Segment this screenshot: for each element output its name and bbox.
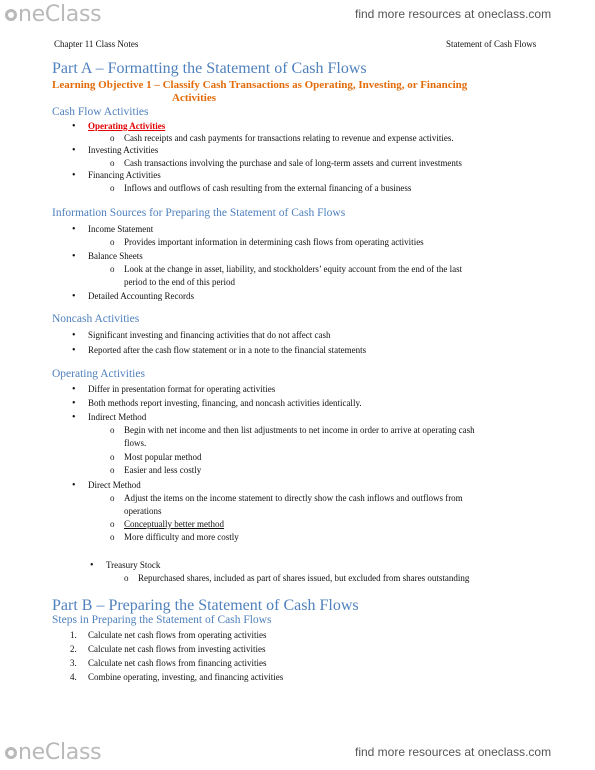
objective-line-2: Activities xyxy=(172,92,216,104)
list-item: • Direct Method xyxy=(88,479,141,492)
list-item: o Look at the change in asset, liability, and stockholders’ equity account from the end of the last xyxy=(124,263,462,276)
logo-ring-icon xyxy=(5,747,17,759)
list-item: • Differ in presentation format for operating activities xyxy=(88,383,275,396)
oneclass-logo: ne Class xyxy=(4,2,101,27)
list-item: o Inflows and outflows of cash resulting from the external financing of a business xyxy=(124,182,411,195)
header-chapter: Chapter 11 Class Notes xyxy=(54,39,139,49)
header-topic: Statement of Cash Flows xyxy=(446,39,537,49)
list-item: • Both methods report investing, financing, and noncash activities identically. xyxy=(88,397,362,410)
list-item: o Cash receipts and cash payments for transactions relating to revenue and expense activities. xyxy=(124,132,454,145)
steps-heading: Steps in Preparing the Statement of Cash Flows xyxy=(52,614,272,626)
list-item: 3. Calculate net cash flows from financing activities xyxy=(70,658,267,668)
list-item-continuation: flows. xyxy=(124,438,147,448)
top-resource-note[interactable]: find more resources at oneclass.com xyxy=(355,7,552,21)
oneclass-logo-footer: ne Class xyxy=(4,740,101,765)
list-item: o Begin with net income and then list adjustments to net income in order to arrive at operating cash xyxy=(124,424,475,437)
list-item: • Reported after the cash flow statement or in a note to the financial statements xyxy=(88,344,366,357)
list-item: 1. Calculate net cash flows from operating activities xyxy=(70,630,267,640)
part-a-title: Part A – Formatting the Statement of Cash Flows xyxy=(52,60,367,77)
list-item: o Conceptually better method xyxy=(124,518,224,531)
list-item: • Income Statement xyxy=(88,223,153,236)
list-item: o Repurchased shares, included as part of shares issued, but excluded from shares outstanding xyxy=(138,572,469,585)
list-item: 2. Calculate net cash flows from investing activities xyxy=(70,644,266,654)
list-item: o Provides important information in determining cash flows from operating activities xyxy=(124,236,424,249)
list-item: • Indirect Method xyxy=(88,411,146,424)
list-item: • Financing Activities xyxy=(88,169,161,182)
list-item-continuation: period to the end of this period xyxy=(124,277,235,287)
list-item: • Detailed Accounting Records xyxy=(88,290,194,303)
part-b-title: Part B – Preparing the Statement of Cash Flows xyxy=(52,597,359,614)
operating-heading: Operating Activities xyxy=(52,368,145,380)
list-item-continuation: operations xyxy=(124,506,162,516)
info-sources-heading: Information Sources for Preparing the Statement of Cash Flows xyxy=(52,207,346,219)
list-item: o Cash transactions involving the purchase and sale of long-term assets and current investments xyxy=(124,157,462,170)
objective-line-1: Learning Objective 1 – Classify Cash Transactions as Operating, Investing, or Financing xyxy=(52,79,468,91)
list-item: o Adjust the items on the income statement to directly show the cash inflows and outflows from xyxy=(124,492,463,505)
list-item: o Most popular method xyxy=(124,451,202,464)
list-item: • Investing Activities xyxy=(88,144,158,157)
list-item: • Significant investing and financing activities that do not affect cash xyxy=(88,329,331,342)
list-item: 4. Combine operating, investing, and financing activities xyxy=(70,672,284,682)
bottom-resource-note[interactable]: find more resources at oneclass.com xyxy=(355,745,552,759)
list-item: • Operating Activities xyxy=(88,120,165,133)
noncash-heading: Noncash Activities xyxy=(52,313,140,325)
list-item: • Balance Sheets xyxy=(88,250,143,263)
logo-ring-icon xyxy=(5,9,17,21)
cash-flow-activities-heading: Cash Flow Activities xyxy=(52,106,149,118)
list-item: • Treasury Stock xyxy=(106,559,160,572)
list-item: o Easier and less costly xyxy=(124,464,201,477)
list-item: o More difficulty and more costly xyxy=(124,531,239,544)
